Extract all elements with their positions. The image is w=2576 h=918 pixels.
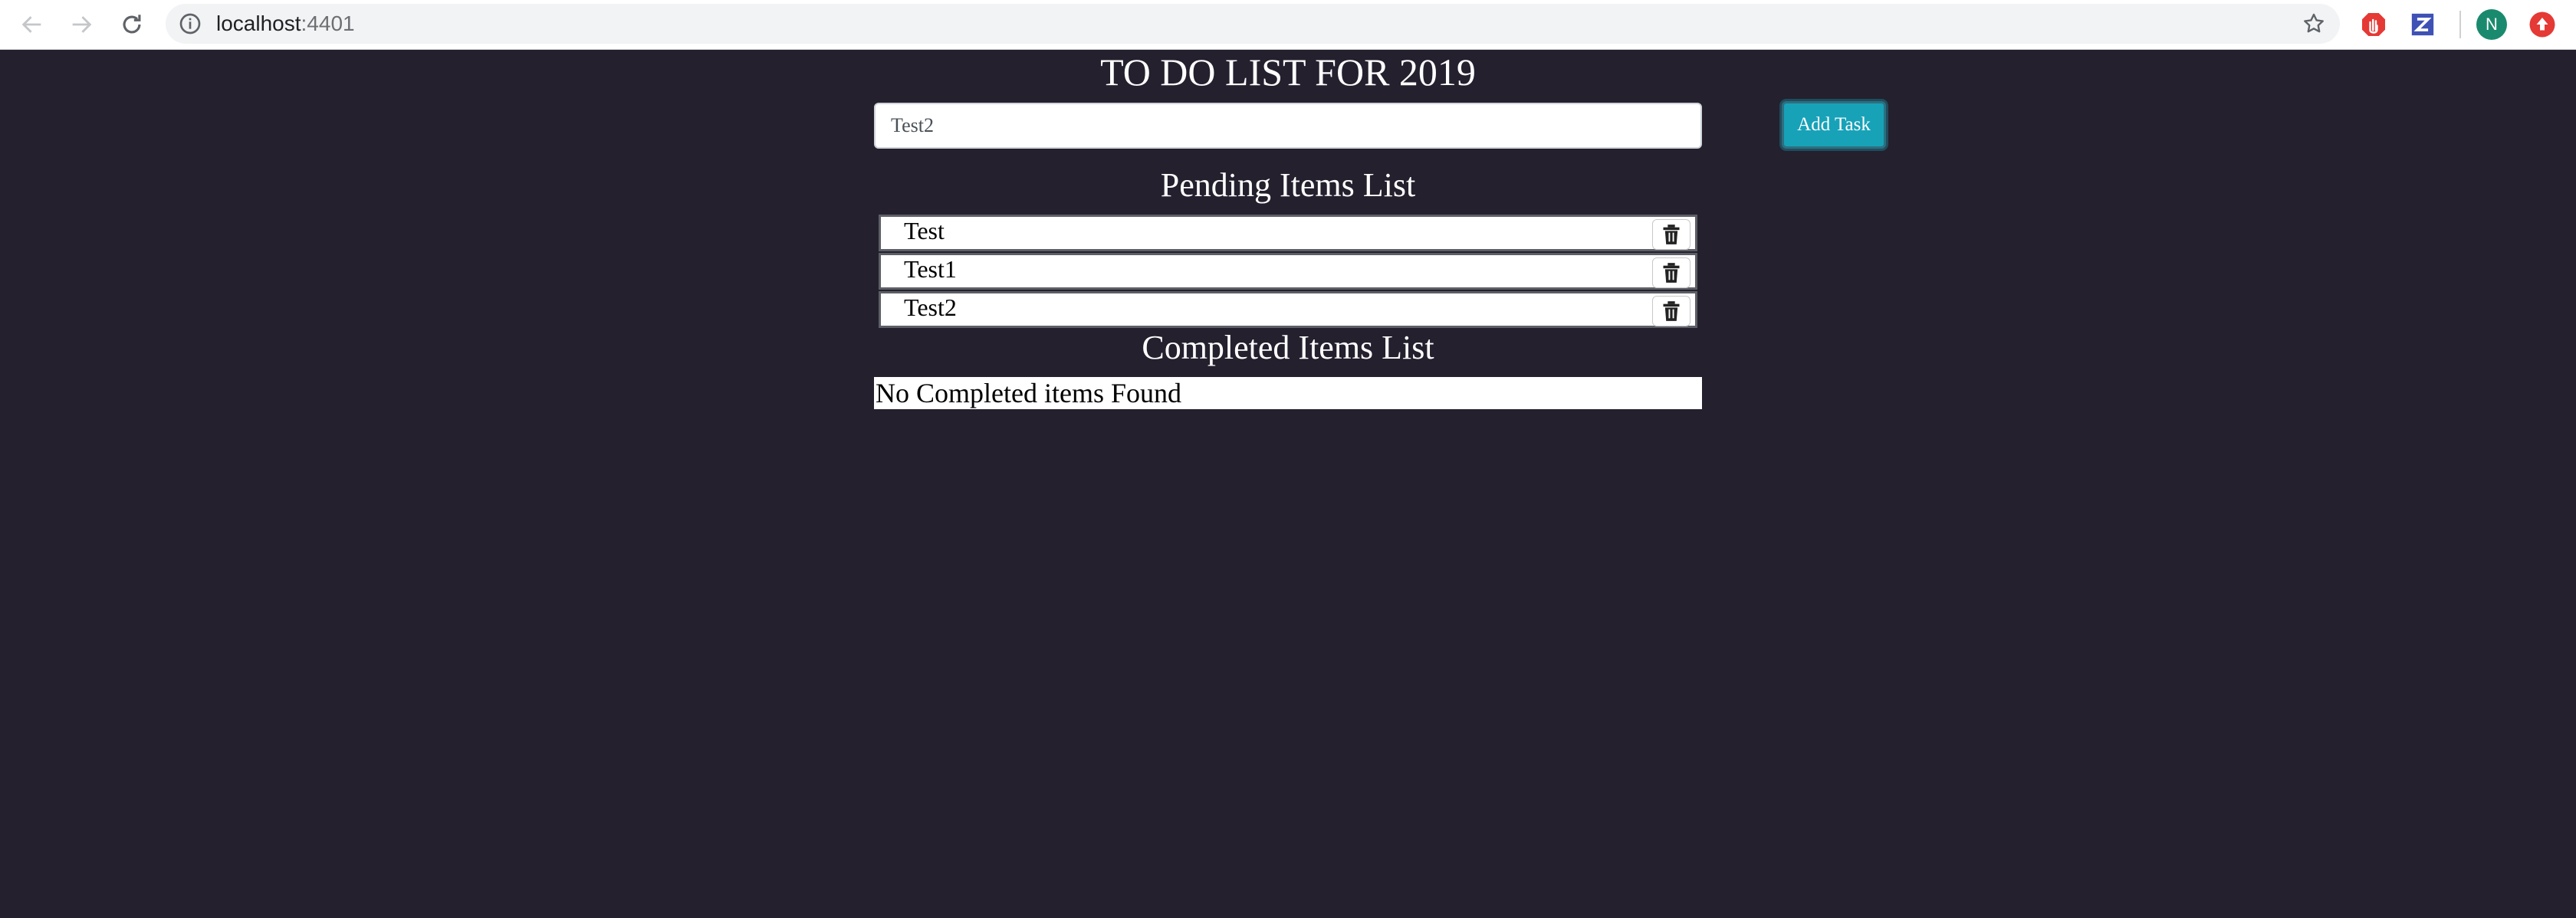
pending-list-title: Pending Items List bbox=[1160, 166, 1416, 204]
extension-adblock[interactable] bbox=[2357, 8, 2390, 41]
z-logo-icon bbox=[2410, 11, 2436, 38]
task-input[interactable] bbox=[874, 103, 1702, 149]
url-port: :4401 bbox=[301, 11, 355, 35]
completed-list-title: Completed Items List bbox=[1142, 329, 1434, 366]
delete-button[interactable] bbox=[1652, 219, 1691, 250]
toolbar-divider bbox=[2459, 11, 2461, 38]
profile-initial: N bbox=[2476, 9, 2507, 40]
list-item[interactable] bbox=[879, 253, 1697, 290]
list-item[interactable] bbox=[879, 215, 1697, 251]
list-item[interactable] bbox=[879, 291, 1697, 328]
back-button[interactable] bbox=[14, 6, 51, 43]
trash-icon bbox=[1662, 262, 1681, 284]
reload-button[interactable] bbox=[113, 6, 150, 43]
arrow-right-icon bbox=[68, 11, 94, 38]
arrow-left-icon bbox=[19, 11, 45, 38]
info-icon[interactable] bbox=[178, 11, 202, 36]
forward-button[interactable] bbox=[63, 6, 100, 43]
completed-empty-message: No Completed items Found bbox=[874, 377, 1702, 409]
url-text[interactable] bbox=[216, 4, 355, 44]
item-text: Test1 bbox=[904, 255, 957, 283]
delete-button[interactable] bbox=[1652, 257, 1691, 288]
trash-icon bbox=[1662, 300, 1681, 322]
reload-icon bbox=[119, 11, 145, 38]
address-bar[interactable] bbox=[166, 4, 2340, 44]
item-text: Test2 bbox=[904, 293, 957, 321]
pending-list bbox=[879, 215, 1697, 329]
item-text: Test bbox=[904, 217, 945, 244]
page-title: TO DO LIST FOR 2019 bbox=[1100, 51, 1476, 93]
profile-avatar[interactable] bbox=[2475, 8, 2509, 41]
extension-z[interactable] bbox=[2406, 8, 2440, 41]
upload-arrow-icon bbox=[2528, 11, 2556, 38]
trash-icon bbox=[1662, 224, 1681, 245]
delete-button[interactable] bbox=[1652, 296, 1691, 326]
add-task-button[interactable]: Add Task bbox=[1782, 101, 1886, 149]
stop-hand-icon bbox=[2360, 11, 2387, 38]
browser-toolbar bbox=[0, 0, 2576, 50]
url-host: localhost bbox=[216, 11, 301, 35]
bookmark-star-icon[interactable] bbox=[2302, 11, 2326, 36]
extension-upload[interactable] bbox=[2525, 8, 2559, 41]
